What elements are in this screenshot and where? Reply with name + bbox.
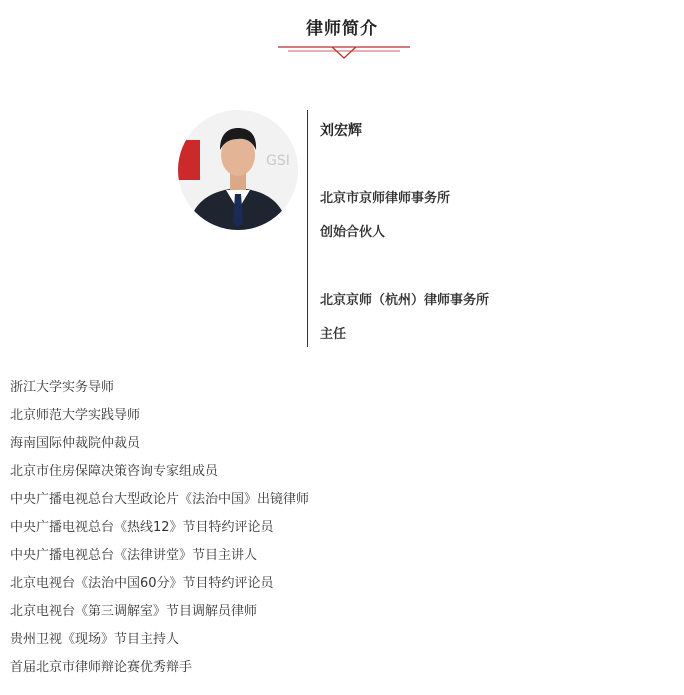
credential-item: 北京电视台《法治中国60分》节目特约评论员 [10, 576, 274, 591]
firm-name: 北京京师（杭州）律师事务所 [320, 293, 490, 308]
credential-item: 贵州卫视《现场》节目主持人 [10, 632, 180, 647]
credential-item: 北京市住房保障决策咨询专家组成员 [10, 464, 219, 479]
svg-text:GSI: GSI [266, 153, 290, 169]
credential-item: 中央广播电视总台《热线12》节目特约评论员 [10, 520, 274, 535]
lawyer-name: 刘宏辉 [320, 123, 362, 139]
lawyer-avatar [178, 110, 298, 230]
portrait-icon [178, 110, 298, 230]
firm-role: 主任 [320, 327, 347, 342]
credential-item: 中央广播电视总台《法律讲堂》节目主讲人 [10, 548, 258, 563]
page-title: 律师简介 [306, 19, 378, 39]
credential-item: 北京师范大学实践导师 [10, 408, 141, 423]
credential-item: 中央广播电视总台大型政论片《法治中国》出镜律师 [10, 492, 310, 507]
credential-item: 首届北京市律师辩论赛优秀辩手 [10, 660, 193, 675]
firm-role: 创始合伙人 [320, 225, 386, 240]
credential-item: 海南国际仲裁院仲裁员 [10, 436, 141, 451]
credentials-list [10, 374, 309, 682]
credential-item: 浙江大学实务导师 [10, 380, 115, 395]
firm-name: 北京市京师律师事务所 [320, 191, 451, 206]
credential-item: 北京电视台《第三调解室》节目调解员律师 [10, 604, 258, 619]
divider-line [307, 110, 308, 347]
title-ornament-icon [278, 42, 410, 62]
